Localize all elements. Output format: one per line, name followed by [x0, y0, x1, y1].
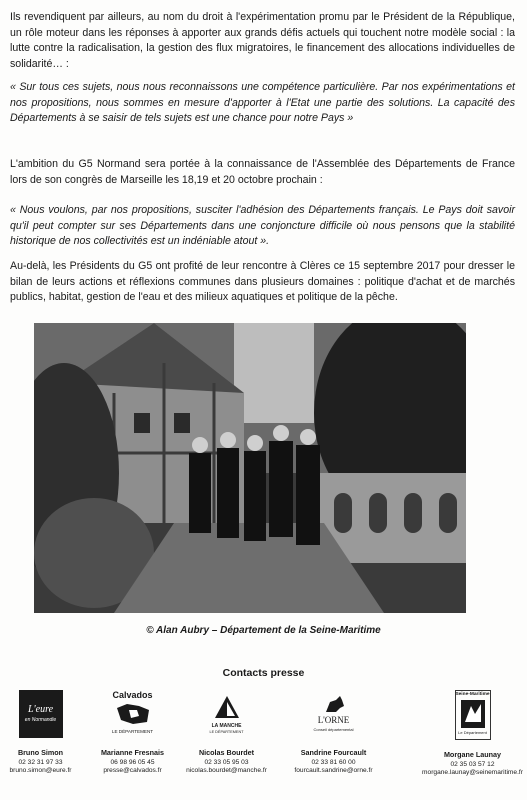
- contact-manche: [174, 690, 279, 774]
- quote-competence: « Sur tous ces sujets, nous nous reconnaissons une compétence particulière. Par nos expérimentations et nos propositions, nous sommes en mesure d'apporter à l'Etat une partie des solutions. La capacité des Départements à se saisir de tels sujets est une chance pour notre Pays »: [10, 81, 515, 125]
- quote-adhesion: « Nous voulons, par nos propositions, susciter l'adhésion des Départements français. Le Pays doit savoir qu'il peut compter sur ses Départements dans une conjoncture difficile où nous pensons que la stabilité historique de nos collectivités est un indéniable atout ».: [10, 204, 515, 248]
- paragraph-intro: Ils revendiquent par ailleurs, au nom du droit à l'expérimentation promu par le Président de la République, un rôle moteur dans les réponses à apporter aux grands défis actuels qui touchent notre modèle social : la lutte contre la radicalisation, la gestion des flux migratoires, le financement des allocations individuelles de solidarité… :: [10, 11, 515, 70]
- calvados-map-icon: [115, 702, 151, 726]
- contact-name: Marianne Fresnais: [100, 748, 165, 757]
- seine-maritime-emblem-icon: [461, 700, 485, 728]
- contact-email[interactable]: presse@calvados.fr: [103, 767, 162, 774]
- contact-phone: 06 98 96 05 45: [110, 759, 155, 766]
- photo-caption: © Alan Aubry – Département de la Seine-Maritime: [146, 625, 381, 636]
- contact-phone: 02 33 81 60 00: [311, 759, 356, 766]
- contact-name: Sandrine Fourcault: [300, 748, 367, 757]
- paragraph-bilan: Au-delà, les Présidents du G5 ont profité de leur rencontre à Clères ce 15 septembre 2017 pour dresser le bilan de leurs actions et réflexions communes dans plusieurs domaines : politique d'achat et de marchés publics, habitat, gestion de l'eau et des milieux aquatiques et politique de la pêche.: [10, 260, 515, 304]
- orne-horse-icon: [324, 696, 346, 714]
- contact-name: Nicolas Bourdet: [198, 748, 255, 757]
- contact-orne: [281, 690, 386, 774]
- contact-email[interactable]: morgane.launay@seinemaritime.fr: [422, 769, 523, 776]
- contact-name: Morgane Launay: [443, 750, 502, 759]
- manche-sail-icon: [211, 694, 243, 722]
- calvados-logo: Calvados LE DÉPARTEMENT: [111, 690, 154, 734]
- contact-phone: 02 35 03 57 12: [450, 761, 495, 768]
- contact-email[interactable]: nicolas.bourdet@manche.fr: [186, 767, 267, 774]
- orne-logo: L'ORNE Conseil départemental: [304, 690, 364, 738]
- contact-calvados: [80, 690, 185, 774]
- group-photo: [34, 323, 466, 613]
- contact-seine-maritime: [420, 690, 525, 776]
- contacts-title: Contacts presse: [222, 667, 305, 679]
- contact-email[interactable]: bruno.simon@eure.fr: [9, 767, 72, 774]
- contact-phone: 02 33 05 95 03: [204, 759, 249, 766]
- manche-logo: LA MANCHE LE DÉPARTEMENT: [207, 690, 247, 738]
- contact-email[interactable]: fourcault.sandrine@orne.fr: [294, 767, 373, 774]
- contact-phone: 02 32 31 97 33: [18, 759, 63, 766]
- eure-logo: L'eure en Normandie: [19, 690, 63, 738]
- contact-name: Bruno Simon: [17, 748, 64, 757]
- paragraph-ambition: L'ambition du G5 Normand sera portée à la connaissance de l'Assemblée des Départements de France lors de son congrès de Marseille les 18,19 et 20 octobre prochain :: [10, 158, 515, 186]
- seine-maritime-logo: Seine-Maritime Le Département: [455, 690, 491, 740]
